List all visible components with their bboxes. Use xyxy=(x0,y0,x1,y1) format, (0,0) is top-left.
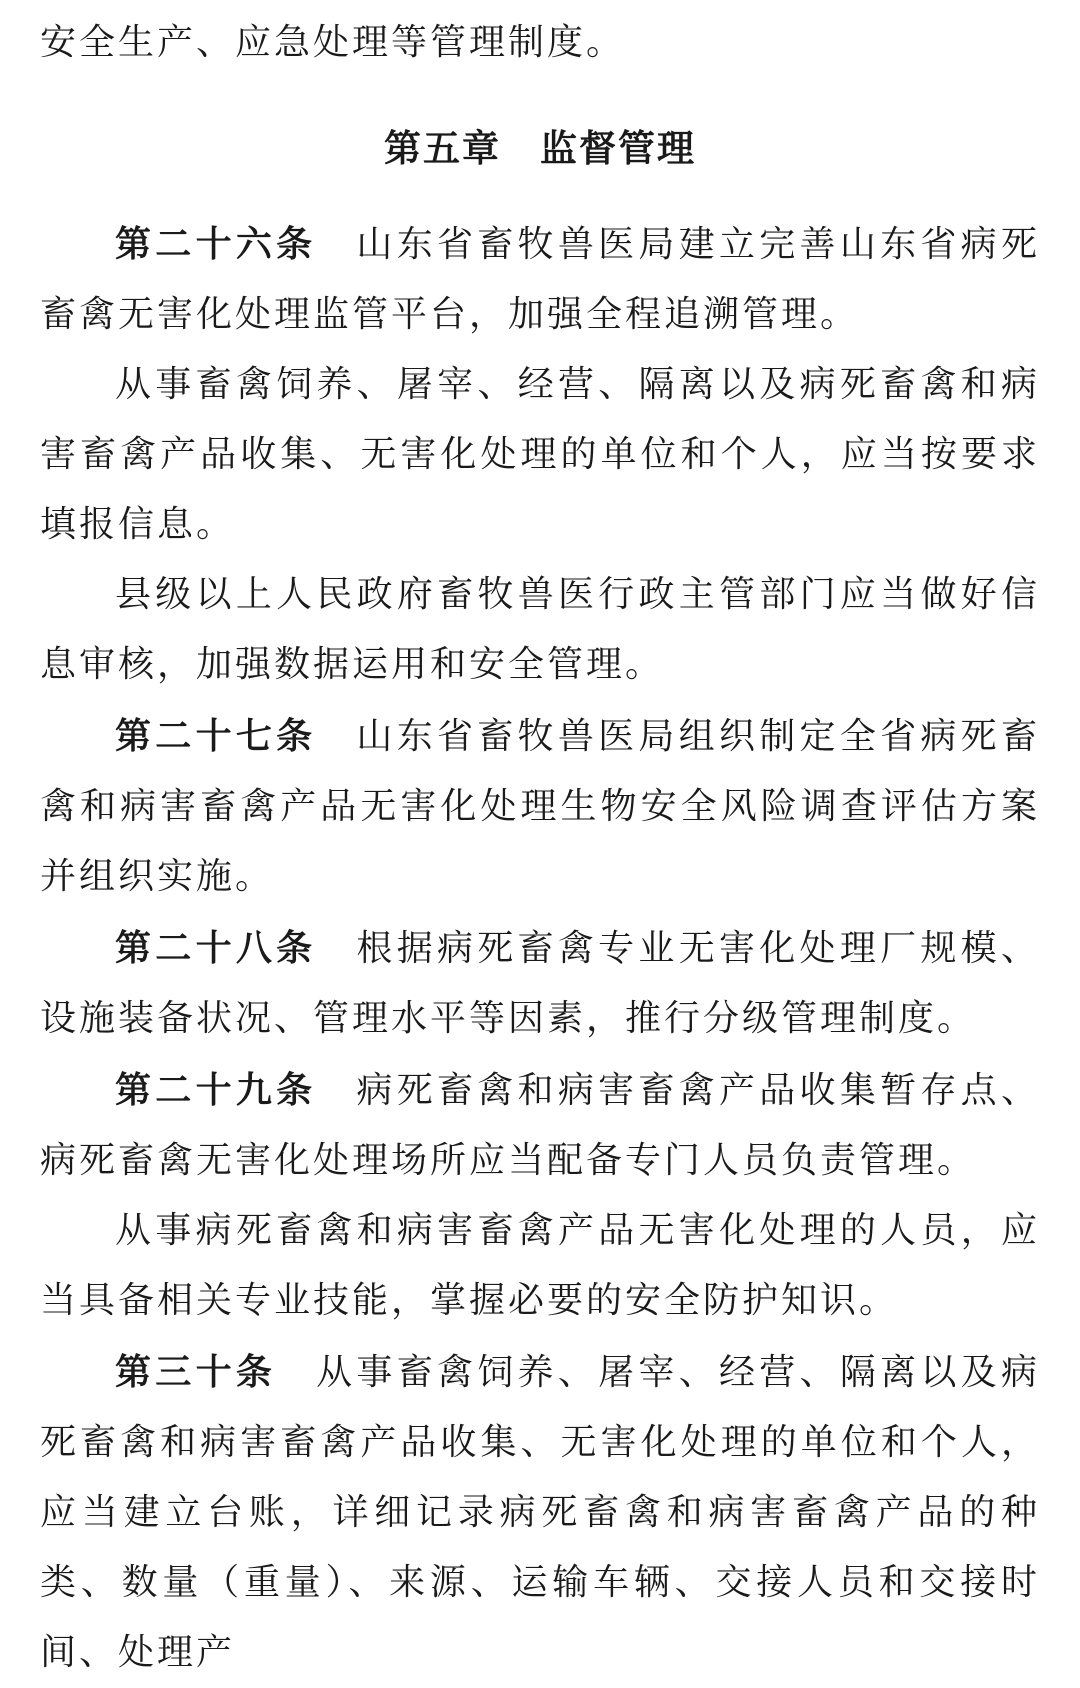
document-page xyxy=(40,0,1040,1688)
chapter-title: 第五章 监督管理 xyxy=(384,127,696,170)
article-label: 第二十八条 xyxy=(115,928,317,969)
article-label: 第三十条 xyxy=(115,1352,277,1393)
article-28 xyxy=(40,914,1040,1054)
article-text: 根据病死畜禽专业无害化处理厂规模、设施装备状况、管理水平等因素，推行分级管理制度。 xyxy=(40,928,1040,1039)
article-26 xyxy=(40,210,1040,350)
article-text: 从事畜禽饲养、屠宰、经营、隔离以及病死畜禽和病害畜禽产品收集、无害化处理的单位和个人，应当建立台账，详细记录病死畜禽和病害畜禽产品的种类、数量（重量）、来源、运输车辆、交接人员和交接时间、处理产 xyxy=(40,1352,1040,1673)
article-27 xyxy=(40,702,1040,912)
article-label: 第二十七条 xyxy=(115,716,317,757)
article-26-paragraph-2: 从事畜禽饲养、屠宰、经营、隔离以及病死畜禽和病害畜禽产品收集、无害化处理的单位和个人，应当按要求填报信息。 xyxy=(40,364,1040,545)
article-label: 第二十九条 xyxy=(115,1070,317,1111)
article-label: 第二十六条 xyxy=(115,224,317,265)
intro-continuation: 安全生产、应急处理等管理制度。 xyxy=(40,22,626,63)
article-text: 山东省畜牧兽医局组织制定全省病死畜禽和病害畜禽产品无害化处理生物安全风险调查评估方案并组织实施。 xyxy=(40,716,1040,897)
article-29-paragraph-2: 从事病死畜禽和病害畜禽产品无害化处理的人员，应当具备相关专业技能，掌握必要的安全防护知识。 xyxy=(40,1210,1040,1321)
article-text: 病死畜禽和病害畜禽产品收集暂存点、病死畜禽无害化处理场所应当配备专门人员负责管理。 xyxy=(40,1070,1040,1181)
article-29 xyxy=(40,1056,1040,1196)
article-30 xyxy=(40,1338,1040,1688)
article-26-paragraph-3: 县级以上人民政府畜牧兽医行政主管部门应当做好信息审核，加强数据运用和安全管理。 xyxy=(40,574,1040,685)
article-text: 山东省畜牧兽医局建立完善山东省病死畜禽无害化处理监管平台，加强全程追溯管理。 xyxy=(40,224,1040,335)
